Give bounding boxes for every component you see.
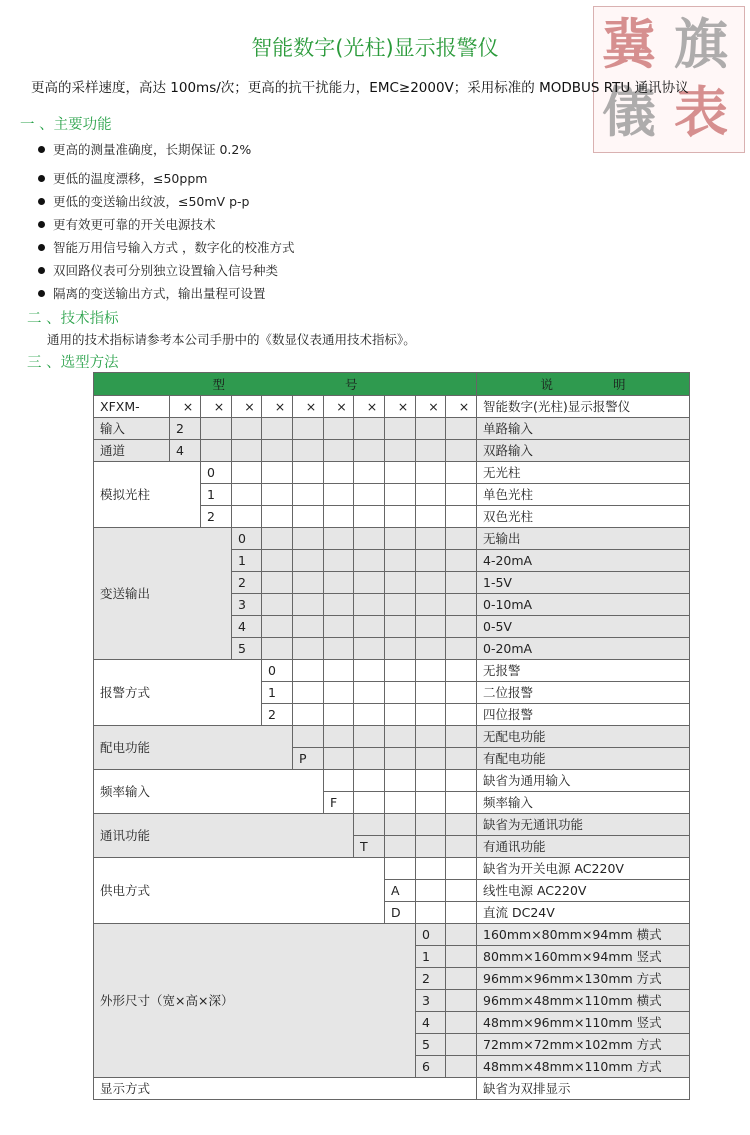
header-desc-char-2: 明 xyxy=(613,376,626,392)
table-row: 6 48mm×48mm×110mm 方式 xyxy=(94,1056,690,1078)
table-row: 输入 2 单路输入 xyxy=(94,418,690,440)
list-item: 隔离的变送输出方式，输出量程可设置 xyxy=(38,284,266,302)
list-item: 更低的变送输出纹波，≤50mV p-p xyxy=(38,192,249,210)
table-row: 供电方式 缺省为开关电源 AC220V xyxy=(94,858,690,880)
table-row: A 线性电源 AC220V xyxy=(94,880,690,902)
table-row: 配电功能 无配电功能 xyxy=(94,726,690,748)
model-description: 智能数字(光柱)显示报警仪 xyxy=(477,396,690,418)
table-row: 5 0-20mA xyxy=(94,638,690,660)
header-model-char-1: 型 xyxy=(212,376,225,392)
bullet-icon xyxy=(38,175,45,182)
section-heading-functions: 一 、主要功能 xyxy=(20,117,112,133)
table-row: D 直流 DC24V xyxy=(94,902,690,924)
table-row: 2 双色光柱 xyxy=(94,506,690,528)
section-heading-specs: 二 、技术指标 xyxy=(27,311,119,327)
table-row: 2 96mm×96mm×130mm 方式 xyxy=(94,968,690,990)
section-heading-selection: 三 、选型方法 xyxy=(27,355,119,371)
list-item: 智能万用信号输入方式 ，数字化的校准方式 xyxy=(38,238,294,256)
table-row: 4 48mm×96mm×110mm 竖式 xyxy=(94,1012,690,1034)
bullet-icon xyxy=(38,146,45,153)
model-selection-table xyxy=(93,372,690,1100)
table-row: P 有配电功能 xyxy=(94,748,690,770)
list-item: 更高的测量准确度，长期保证 0.2% xyxy=(38,140,251,158)
tech-spec-note: 通用的技术指标请参考本公司手册中的《数显仪表通用技术指标》。 xyxy=(47,332,416,347)
table-row: 5 72mm×72mm×102mm 方式 xyxy=(94,1034,690,1056)
table-row: 3 0-10mA xyxy=(94,594,690,616)
table-row: T 有通讯功能 xyxy=(94,836,690,858)
bullet-icon xyxy=(38,290,45,297)
header-desc-char-1: 说 xyxy=(540,376,553,392)
model-prefix: XFXM- xyxy=(94,396,170,418)
list-item: 更有效更可靠的开关电源技术 xyxy=(38,215,216,233)
header-model-char-2: 号 xyxy=(345,376,358,392)
seal-char: 旗 xyxy=(674,12,728,76)
bullet-icon xyxy=(38,221,45,228)
table-row: 变送输出 0 无输出 xyxy=(94,528,690,550)
list-item: 更低的温度漂移，≤50ppm xyxy=(38,169,207,187)
table-row: 1 4-20mA xyxy=(94,550,690,572)
table-row: 2 1-5V xyxy=(94,572,690,594)
bullet-icon xyxy=(38,198,45,205)
bullet-icon xyxy=(38,267,45,274)
table-row: 报警方式 0 无报警 xyxy=(94,660,690,682)
table-row: 1 单色光柱 xyxy=(94,484,690,506)
table-row: 显示方式 缺省为双排显示 xyxy=(94,1078,690,1100)
table-row: 2 四位报警 xyxy=(94,704,690,726)
table-row: F 频率输入 xyxy=(94,792,690,814)
list-item: 双回路仪表可分别独立设置输入信号种类 xyxy=(38,261,278,279)
page-subtitle: 更高的采样速度，高达 100ms/次；更高的抗干扰能力，EMC≥2000V；采用标准的 MODBUS RTU 通讯协议 xyxy=(31,80,689,96)
bullet-icon xyxy=(38,244,45,251)
table-row: 1 80mm×160mm×94mm 竖式 xyxy=(94,946,690,968)
table-row: 频率输入 缺省为通用输入 xyxy=(94,770,690,792)
table-row: 外形尺寸（宽×高×深） 0 160mm×80mm×94mm 横式 xyxy=(94,924,690,946)
seal-char: 表 xyxy=(674,80,728,144)
table-row: 模拟光柱 0 无光柱 xyxy=(94,462,690,484)
table-row: 通讯功能 缺省为无通讯功能 xyxy=(94,814,690,836)
table-row: XFXM- × × × × × × × × × × 智能数字(光柱)显示报警仪 xyxy=(94,396,690,418)
seal-char: 冀 xyxy=(602,12,656,76)
table-header xyxy=(94,373,690,396)
table-row: 通道 4 双路输入 xyxy=(94,440,690,462)
table-row: 4 0-5V xyxy=(94,616,690,638)
table-row: 3 96mm×48mm×110mm 横式 xyxy=(94,990,690,1012)
page-title: 智能数字(光柱)显示报警仪 xyxy=(251,36,499,60)
seal-char: 儀 xyxy=(602,80,656,144)
table-row: 1 二位报警 xyxy=(94,682,690,704)
